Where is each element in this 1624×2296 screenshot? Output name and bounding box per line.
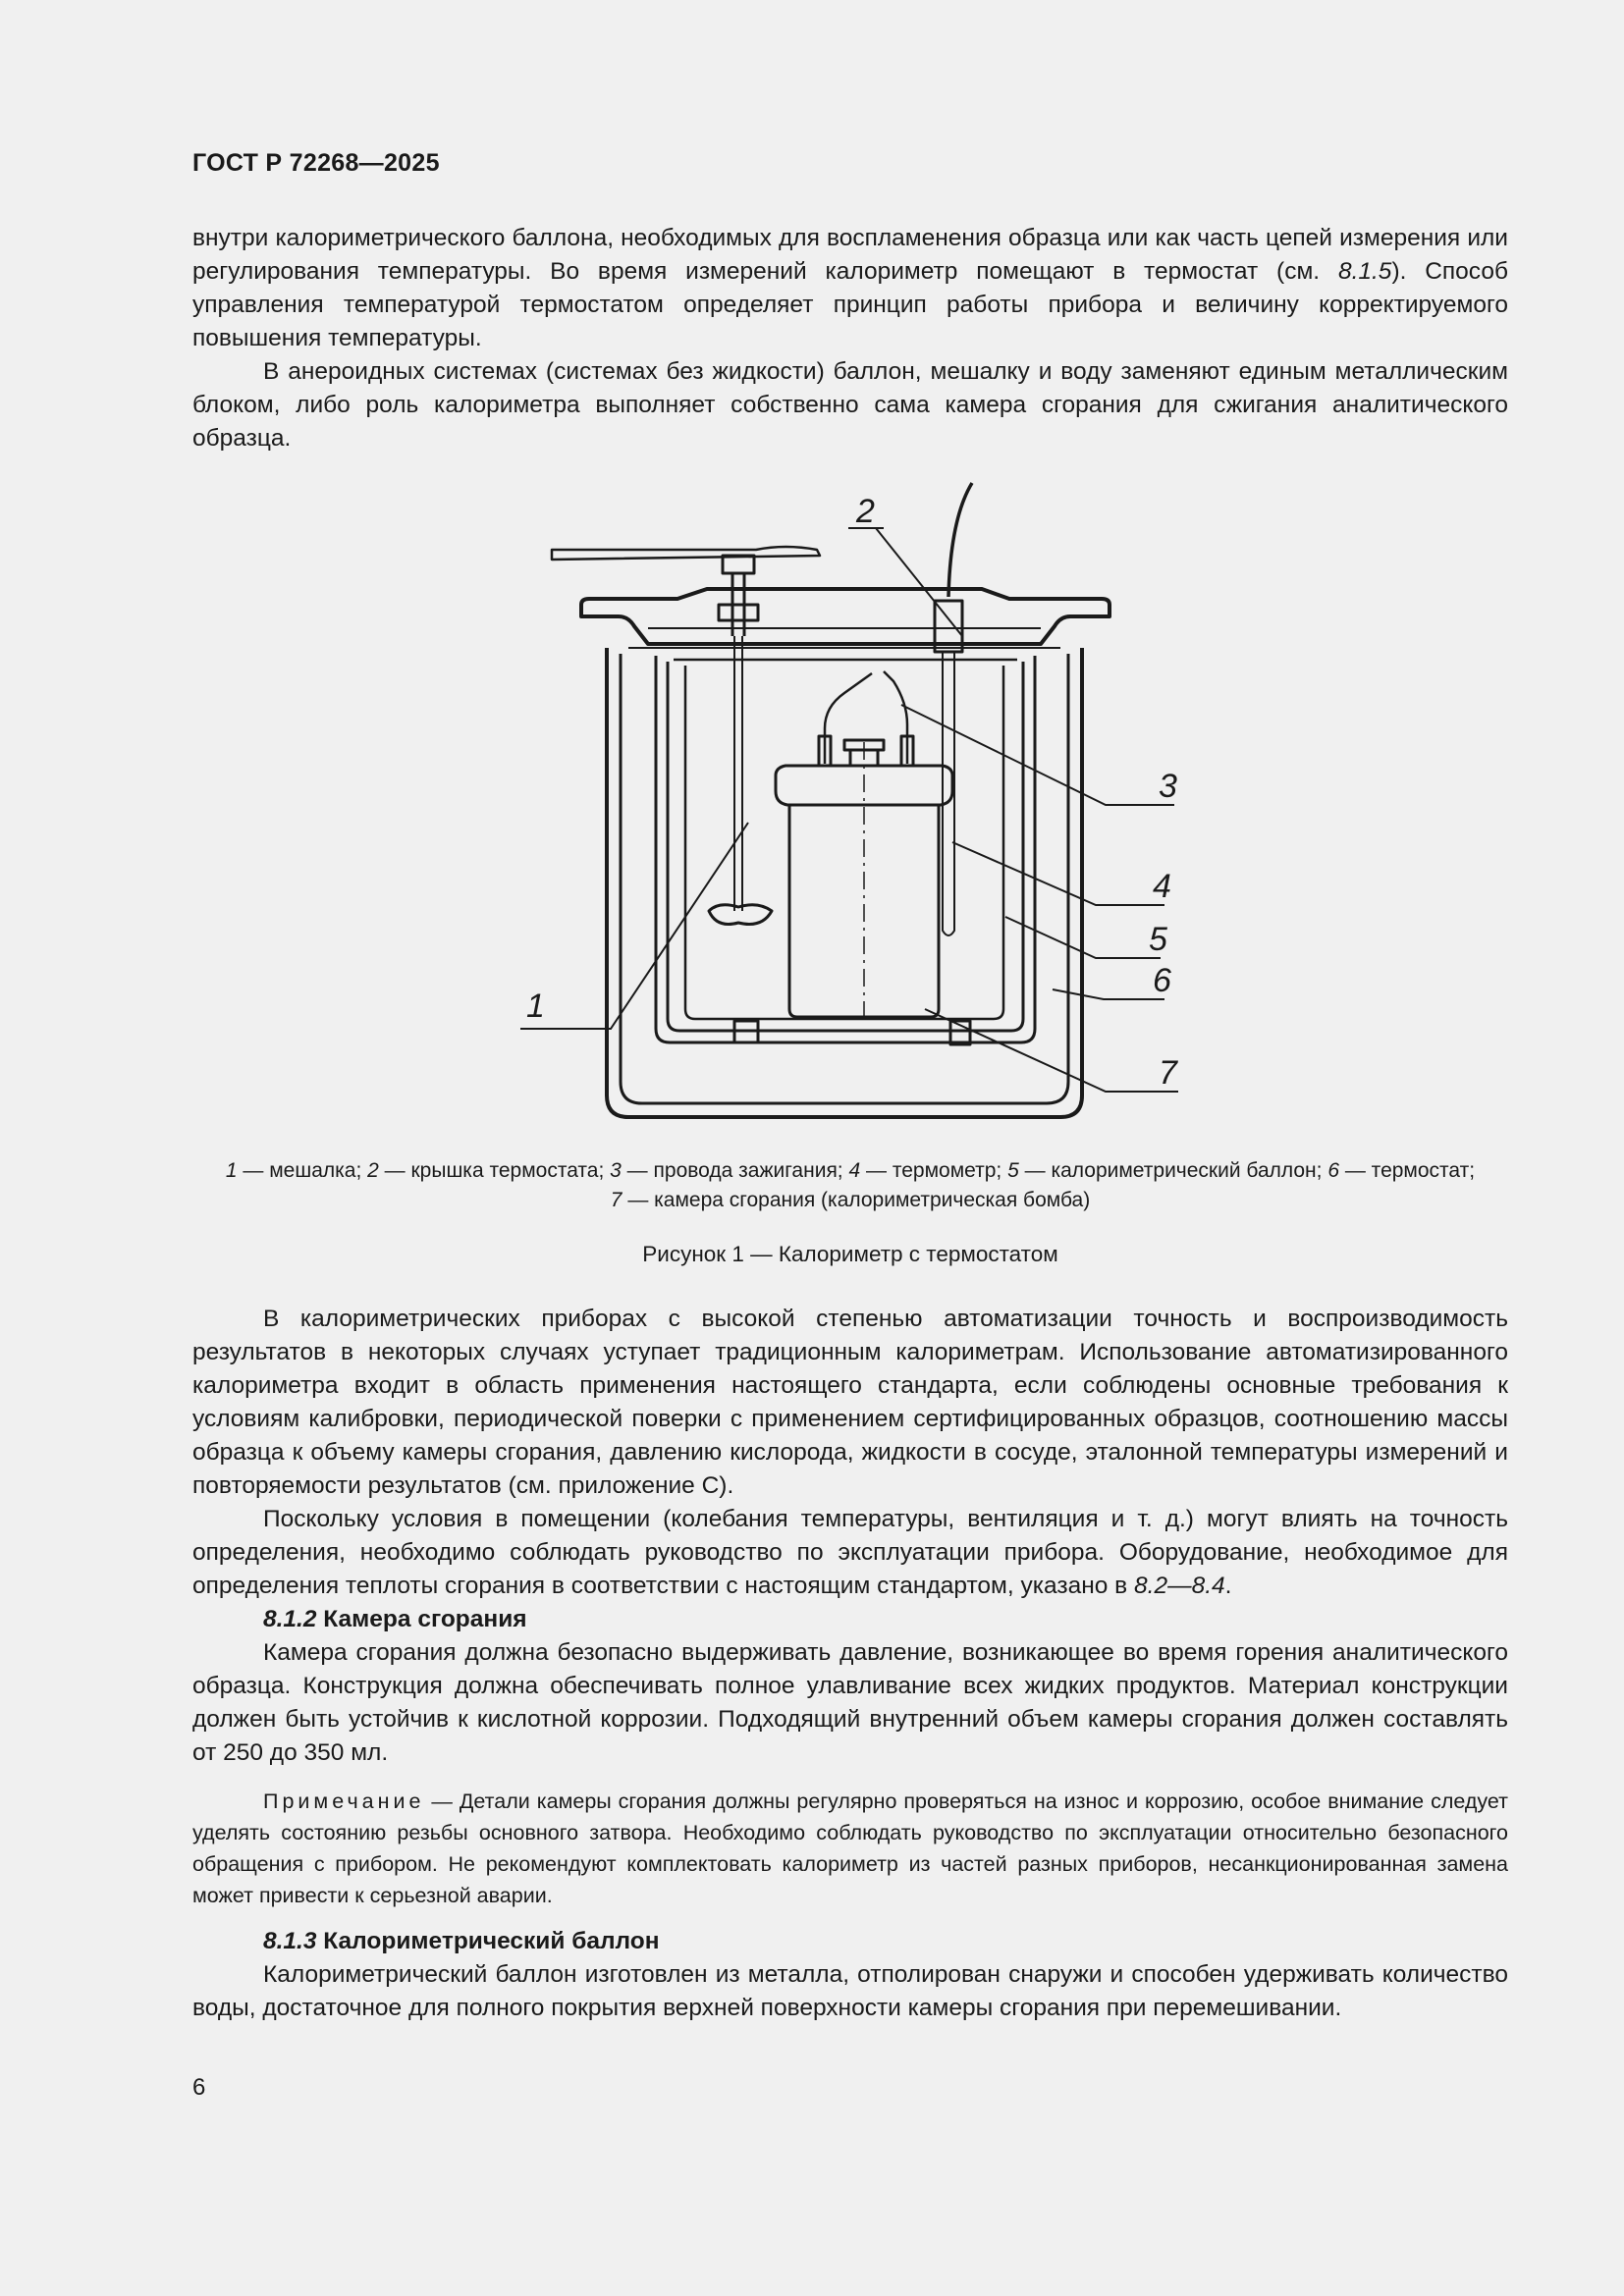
thermostat-lid bbox=[581, 589, 1110, 644]
section-title: Калориметрический баллон bbox=[316, 1928, 660, 1954]
legend-num: 3 bbox=[610, 1159, 622, 1182]
stirrer-blade-top bbox=[552, 547, 820, 560]
thermostat-inner-wall bbox=[621, 654, 1068, 1103]
legend-text: — термометр; bbox=[860, 1159, 1008, 1182]
leader-4 bbox=[952, 842, 1164, 905]
stirrer-paddle bbox=[709, 905, 772, 925]
section-heading-8-1-2 bbox=[192, 1603, 1508, 1636]
paragraph-4 bbox=[192, 1503, 1508, 1603]
legend-text: — термостат; bbox=[1339, 1159, 1476, 1182]
thermometer-cable bbox=[948, 483, 972, 597]
figure-legend bbox=[192, 1156, 1508, 1215]
callout-3: 3 bbox=[1159, 768, 1177, 805]
paragraph-1-text: внутри калориметрического баллона, необходимых для воспламенения образца или как часть цепей измерения или регулирования температуры. Во время измерений калориметр помещают в термостат (см. bbox=[192, 225, 1508, 285]
thermostat-outer-wall bbox=[607, 648, 1082, 1117]
note bbox=[192, 1786, 1508, 1911]
section-number: 8.1.3 bbox=[263, 1928, 317, 1954]
section-heading-8-1-3 bbox=[192, 1925, 1508, 1958]
page-number: 6 bbox=[192, 2074, 206, 2101]
legend-num: 1 bbox=[225, 1159, 238, 1182]
legend-num: 2 bbox=[367, 1159, 379, 1182]
legend-text: — крышка термостата; bbox=[378, 1159, 611, 1182]
legend-num: 6 bbox=[1327, 1159, 1340, 1182]
paragraph-2: В анероидных системах (системах без жидкости) баллон, мешалку и воду заменяют единым металлическим блоком, либо роль калориметра выполняет собственно сама камера сгорания для сжигания аналитического образца. bbox=[192, 358, 1508, 452]
legend-num: 5 bbox=[1007, 1159, 1019, 1182]
document-header: ГОСТ Р 72268—2025 bbox=[192, 149, 440, 177]
callout-4: 4 bbox=[1153, 868, 1171, 905]
jacket-outer bbox=[656, 656, 1035, 1042]
legend-text: — мешалка; bbox=[237, 1159, 368, 1182]
callout-6: 6 bbox=[1153, 962, 1171, 999]
legend-num: 7 bbox=[610, 1189, 623, 1211]
jacket-inner bbox=[668, 662, 1023, 1031]
paragraph-4-text: Поскольку условия в помещении (колебания температуры, вентиляция и т. д.) могут влиять на точность определения, необходимо соблюдать руководство по эксплуатации прибора. Оборудование, необходимое для определения теплоты сгорания в соответствии с настоящим стандартом, указано в bbox=[192, 1506, 1508, 1599]
section-number: 8.1.2 bbox=[263, 1606, 317, 1632]
calorimeter-figure bbox=[491, 479, 1198, 1137]
paragraph-5: Камера сгорания должна безопасно выдерживать давление, возникающее во время горения аналитического образца. Конструкция должна обеспечивать полное улавливание всех жидких продуктов. Материал конструкции должен быть устойчив к кислотной коррозии. Подходящий внутренний объем камеры сгорания должен составлять от 250 до 350 мл. bbox=[192, 1639, 1508, 1766]
note-text: — Детали камеры сгорания должны регулярно проверяться на износ и коррозию, особое внимание следует уделять состоянию резьбы основного затвора. Необходимо соблюдать руководство по эксплуатации относительно безопасного обращения с прибором. Не рекомендуют комплектовать калориметр из частей разных приборов, несанкционированная замена может привести к серьезной аварии. bbox=[192, 1789, 1508, 1907]
legend-num: 4 bbox=[848, 1159, 861, 1182]
legend-line-1 bbox=[192, 1156, 1508, 1186]
paragraph-6: Калориметрический баллон изготовлен из металла, отполирован снаружи и способен удерживать количество воды, достаточное для полного покрытия верхней поверхности камеры сгорания при перемешивании. bbox=[192, 1961, 1508, 2021]
legend-text: — калориметрический баллон; bbox=[1018, 1159, 1328, 1182]
stirrer-shaft bbox=[734, 636, 742, 911]
calorimeter-vessel bbox=[685, 666, 1003, 1019]
paragraph-1-tail: ). Способ управления температурой термостатом определяет принцип работы прибора и величину корректируемого повышения температуры. bbox=[192, 258, 1508, 351]
callout-7: 7 bbox=[1159, 1054, 1177, 1092]
paragraph-3: В калориметрических приборах с высокой степенью автоматизации точность и воспроизводимость результатов в некоторых случаях уступает традиционным калориметрам. Использование автоматизированного калориметра входит в область применения настоящего стандарта, если соблюдены основные требования к условиям калибровки, периодической поверки с применением сертифицированных образцов, соотношению массы образца к объему камеры сгорания, давлению кислорода, жидкости в сосуде, эталонной температуры измерений и повторяемости результатов (см. приложение С). bbox=[192, 1306, 1508, 1499]
paragraph-1 bbox=[192, 222, 1508, 355]
figure-caption: Рисунок 1 — Калориметр с термостатом bbox=[642, 1242, 1058, 1266]
legend-text: — провода зажигания; bbox=[621, 1159, 849, 1182]
note-label: Примечание bbox=[263, 1789, 425, 1813]
ignition-wire-right bbox=[884, 671, 907, 764]
paragraph-4-tail: . bbox=[1224, 1573, 1232, 1599]
stirrer-hub bbox=[723, 556, 754, 573]
text-block-bottom bbox=[192, 1303, 1508, 2025]
section-title: Камера сгорания bbox=[316, 1606, 527, 1632]
leader-1 bbox=[520, 823, 748, 1029]
section-ref[interactable]: 8.1.5 bbox=[1337, 258, 1392, 285]
stirrer-bearing bbox=[719, 605, 758, 620]
legend-line-2 bbox=[192, 1186, 1508, 1215]
callout-2: 2 bbox=[856, 493, 875, 530]
text-block-top bbox=[192, 222, 1508, 455]
section-ref[interactable]: 8.2—8.4 bbox=[1134, 1573, 1225, 1599]
legend-text: — камера сгорания (калориметрическая бомба) bbox=[622, 1189, 1091, 1211]
callout-1: 1 bbox=[526, 988, 545, 1025]
callout-5: 5 bbox=[1149, 921, 1167, 958]
